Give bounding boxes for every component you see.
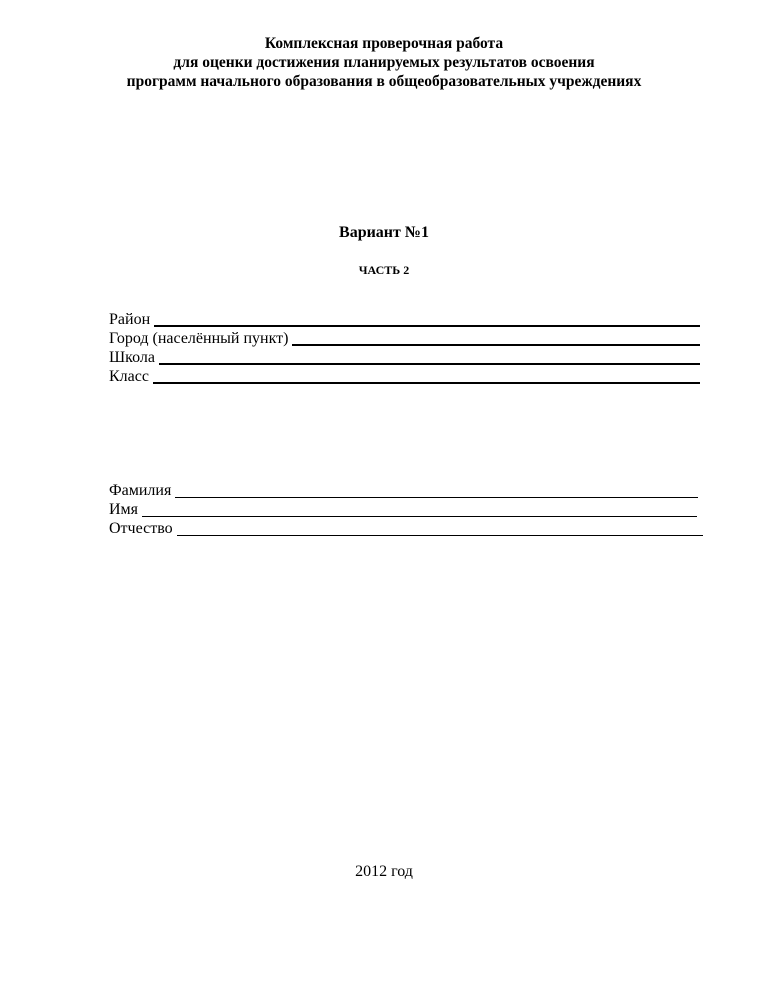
district-field[interactable] [109, 310, 703, 329]
header-line-3: программ начального образования в общеобразовательных учреждениях [126, 73, 642, 90]
first-name-blank-line[interactable] [142, 501, 697, 517]
surname-blank-line[interactable] [175, 482, 698, 498]
class-blank-line[interactable] [153, 367, 700, 384]
class-label: Класс [109, 368, 149, 385]
city-label: Город (населённый пункт) [109, 330, 289, 347]
city-blank-line[interactable] [292, 329, 700, 346]
first-name-label: Имя [109, 501, 139, 518]
school-info-fields [109, 310, 703, 386]
district-label: Район [109, 311, 151, 328]
patronymic-label: Отчество [109, 520, 173, 537]
patronymic-blank-line[interactable] [177, 520, 703, 536]
document-header [0, 34, 768, 91]
variant-title: Вариант №1 [339, 224, 429, 241]
header-line-1: Комплексная проверочная работа [264, 35, 504, 52]
school-label: Школа [109, 349, 155, 366]
surname-label: Фамилия [109, 482, 172, 499]
school-field[interactable] [109, 348, 703, 367]
header-line-2: для оценки достижения планируемых результатов освоения [173, 54, 595, 71]
surname-field[interactable] [109, 481, 703, 500]
document-year: 2012 год [355, 863, 413, 880]
patronymic-field[interactable] [109, 519, 703, 538]
first-name-field[interactable] [109, 500, 703, 519]
student-info-fields [109, 481, 703, 538]
district-blank-line[interactable] [154, 310, 700, 327]
part-title: ЧАСТЬ 2 [358, 263, 410, 277]
school-blank-line[interactable] [159, 348, 700, 365]
class-field[interactable] [109, 367, 703, 386]
city-field[interactable] [109, 329, 703, 348]
